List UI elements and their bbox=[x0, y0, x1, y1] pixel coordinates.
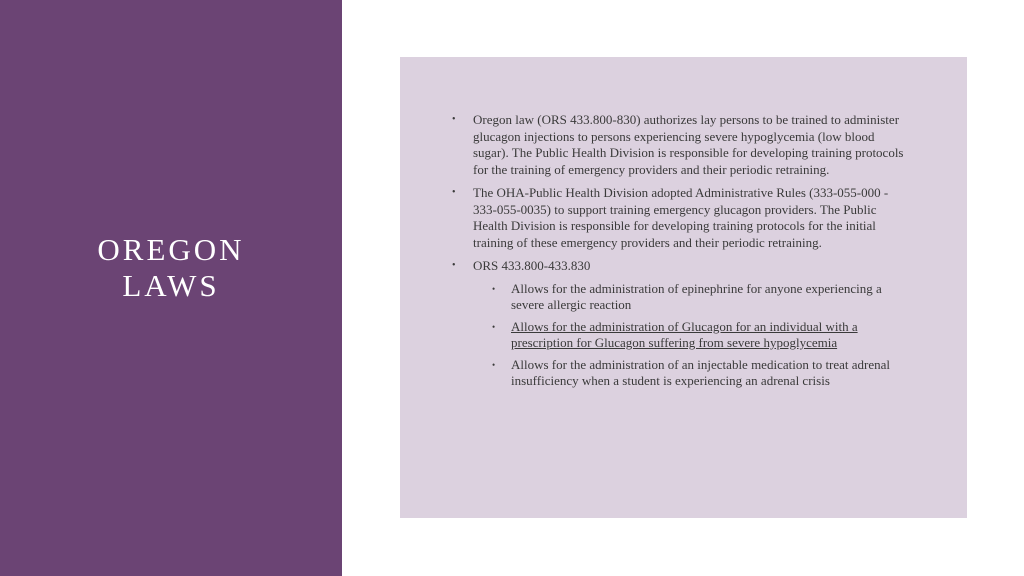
slide-title-line-1: OREGON bbox=[97, 232, 245, 267]
content-box bbox=[400, 57, 967, 518]
bullet-list bbox=[400, 112, 967, 397]
slide-title-line-2: LAWS bbox=[122, 268, 220, 303]
sub-bullet-item bbox=[473, 357, 912, 390]
slide-title bbox=[0, 232, 342, 304]
bullet-marker: • bbox=[452, 260, 456, 271]
sub-bullet-item bbox=[473, 319, 912, 352]
sub-bullet-marker: • bbox=[492, 359, 496, 370]
bullet-marker: • bbox=[452, 187, 456, 198]
bullet-item bbox=[400, 185, 967, 251]
bullet-item bbox=[400, 112, 967, 178]
title-panel bbox=[0, 0, 342, 576]
sub-bullet-marker: • bbox=[492, 283, 496, 294]
bullet-text: Oregon law (ORS 433.800-830) authorizes lay persons to be trained to administer glucagon injections to persons experiencing severe hypoglycemia (low blood sugar). The Public Health Division is responsible for developing training protocols for the training of emergency providers and their periodic retraining. bbox=[473, 112, 904, 177]
bullet-marker: • bbox=[452, 114, 456, 125]
bullet-text: The OHA-Public Health Division adopted Administrative Rules (333-055-000 - 333-055-0035) to support training emergency glucagon providers. The Public Health Division is responsible for developing training protocols for the initial training of these emergency providers and their periodic retraining. bbox=[473, 185, 889, 250]
sub-bullet-list bbox=[473, 281, 912, 390]
sub-bullet-text: Allows for the administration of epinephrine for anyone experiencing a severe allergic reaction bbox=[511, 280, 882, 312]
sub-bullet-item bbox=[473, 281, 912, 314]
sub-bullet-marker: • bbox=[492, 321, 496, 332]
sub-bullet-text-underlined: Allows for the administration of Glucagon for an individual with a prescription for Glucagon suffering from severe hypoglycemia bbox=[511, 318, 858, 350]
bullet-item bbox=[400, 258, 967, 390]
bullet-text: ORS 433.800-433.830 bbox=[473, 258, 591, 273]
sub-bullet-text: Allows for the administration of an injectable medication to treat adrenal insufficiency when a student is experiencing an adrenal crisis bbox=[511, 356, 891, 388]
